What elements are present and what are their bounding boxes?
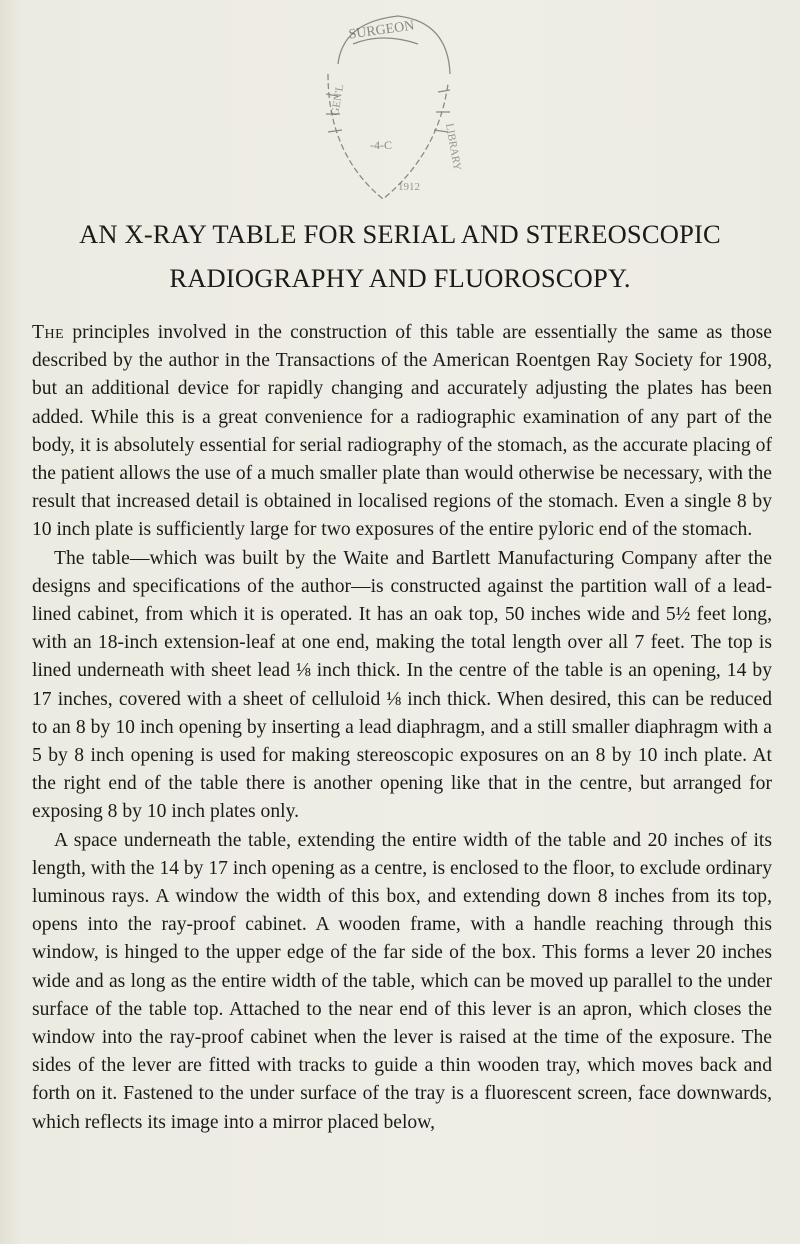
article-body (32, 319, 772, 1137)
title-line-1: AN X-RAY TABLE FOR SERIAL AND STEREOSCOPIC (79, 219, 721, 249)
article-title (40, 212, 760, 300)
paragraph-text: The table—which was built by the Waite and Bartlett Manufacturing Company after the designs and specifications of the author—is constructed against the partition wall of a lead-lined cabinet, from which it is operated. It has an oak top, 50 inches wide and 5½ feet long, with an 18-inch extension-leaf at one end, making the total length over all 7 feet. The top is lined underneath with sheet lead ⅛ inch thick. In the centre of the table is an opening, 14 by 17 inches, covered with a sheet of celluloid ⅛ inch thick. When desired, this can be reduced to an 8 by 10 inch opening by inserting a lead diaphragm, and a still smaller diaphragm with a 5 by 8 inch opening is used for making stereoscopic exposures on an 8 by 10 inch plate. At the right end of the table there is another opening like that in the centre, but arranged for exposing 8 by 10 inch plates only. (32, 547, 772, 823)
stamp-text-top: SURGEON (347, 18, 416, 43)
paragraph-3 (32, 827, 772, 1137)
paragraph-text: A space underneath the table, extending the entire width of the table and 20 inches of its length, with the 14 by 17 inch opening as a centre, is enclosed to the floor, to exclude ordinary luminous rays. A window the width of this box, and extending down 8 inches from its top, opens into the ray-proof cabinet. A wooden frame, with a handle reaching through this window, is hinged to the upper edge of the far side of the box. This forms a lever 20 inches wide and as long as the entire width of the table, which can be moved up parallel to the under surface of the table top. Attached to the near end of this lever is an apron, which closes the window into the ray-proof cabinet when the lever is raised at the time of the exposure. The sides of the lever are fitted with tracks to guide a thin wooden tray, which moves back and forth on it. Fastened to the under surface of the tray is a fluorescent screen, face downwards, which reflects its image into a mirror placed below, (32, 829, 772, 1133)
stamp-text-middle: -4-C (370, 138, 392, 152)
stamp-text-bottom: 1912 (398, 181, 420, 193)
stamp-text-right: LIBRARY (443, 122, 464, 172)
stamp-text-left: GEN'L (329, 83, 347, 117)
paragraph-1 (32, 319, 772, 545)
title-line-2: RADIOGRAPHY AND FLUOROSCOPY. (169, 263, 631, 293)
paragraph-lead: The (32, 322, 65, 343)
paragraph-text: principles involved in the construction of this table are essentially the same as those described by the author in the Transactions of the American Roentgen Ray Society for 1908, but an additional device for rapidly changing and accurately adjusting the plates has been added. While this is a great convenience for a radiographic examination of any part of the body, it is absolutely essential for serial radiography of the stomach, as the accurate placing of the patient allows the use of a much smaller plate than would otherwise be necessary, with the result that increased detail is obtained in localised regions of the stomach. Even a single 8 by 10 inch plate is sufficiently large for two exposures of the entire pyloric end of the stomach. (32, 322, 772, 541)
library-stamp (298, 4, 468, 210)
paragraph-2 (32, 545, 772, 827)
